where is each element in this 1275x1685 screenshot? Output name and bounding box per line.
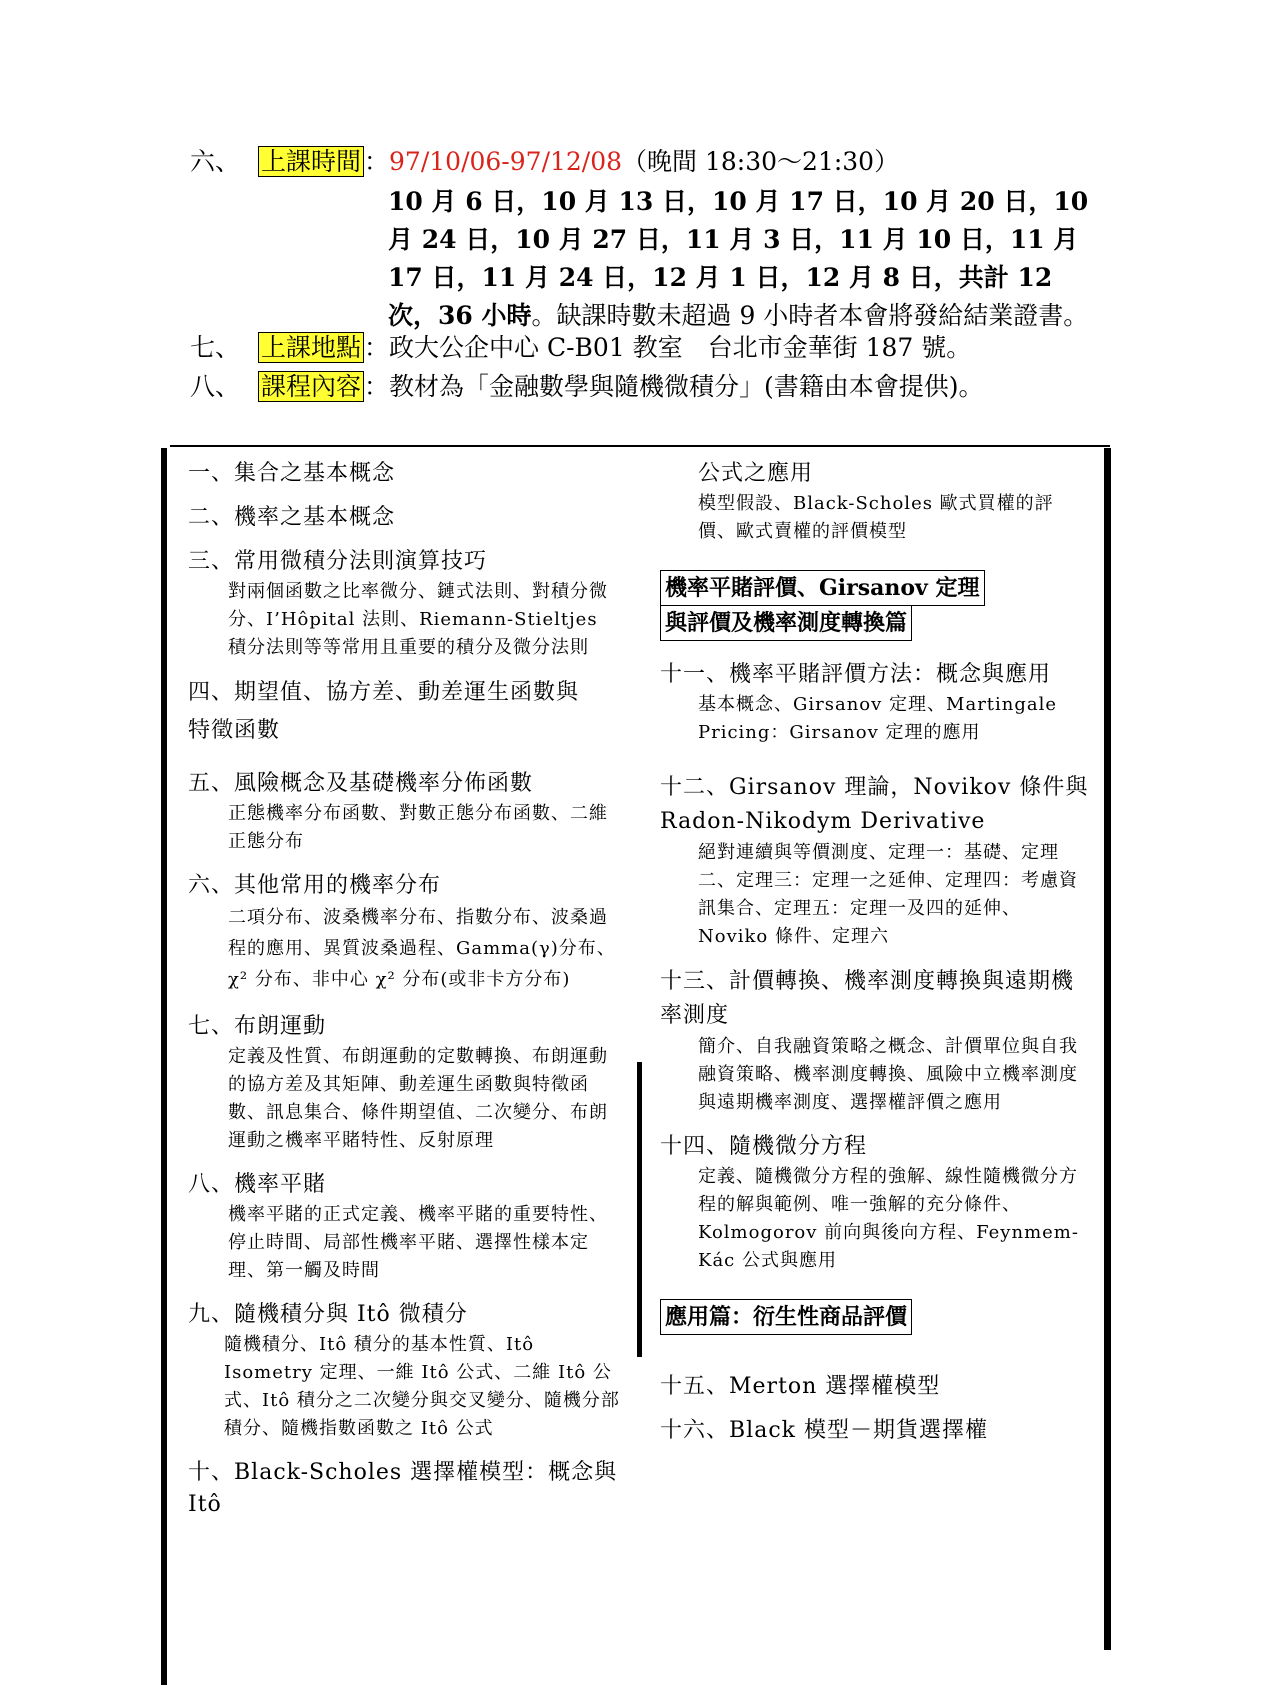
item-title: 一、集合之基本概念 xyxy=(188,461,396,486)
item-desc: 絕對連續與等價測度、定理一：基礎、定理二、定理三：定理一之延伸、定理四：考慮資訊集合、定理五：定理一及四的延伸、Noviko 條件、定理六 xyxy=(698,842,1078,947)
item-title: 六、其他常用的機率分布 xyxy=(188,873,442,898)
content-row xyxy=(190,368,984,406)
item-title-continued: 公式之應用 xyxy=(698,461,814,486)
item-title: 十三、計價轉換、機率測度轉換與遠期機率測度 xyxy=(660,969,1075,1028)
list-item xyxy=(188,1011,623,1155)
item-title: 二、機率之基本概念 xyxy=(188,505,396,530)
date-range: 97/10/06-97/12/08 xyxy=(389,147,623,176)
item-title: 十、Black-Scholes 選擇權模型：概念與 Itô xyxy=(188,1460,618,1517)
item-desc: 基本概念、Girsanov 定理、Martingale Pricing：Girsanov 定理的應用 xyxy=(698,694,1058,743)
section-title: 機率平賭評價、Girsanov 定理 xyxy=(660,570,985,606)
list-item xyxy=(660,659,1090,747)
dates-bold: 10 月 6 日，10 月 13 日，10 月 17 日，10 月 20 日，10 月 24 日，10 月 27 日，11 月 3 日，11 月 10 日，11 月 17 日，11 月 24 日，12 月 1 日，12 月 8 日，共計 12 次，36 小時 xyxy=(388,187,1089,330)
divider xyxy=(170,445,1110,447)
list-item xyxy=(188,1299,623,1443)
list-item xyxy=(188,1169,623,1285)
item-desc: 簡介、自我融資策略之概念、計價單位與自我融資策略、機率測度轉換、風險中立機率測度與遠期機率測度、選擇權評價之應用 xyxy=(698,1036,1078,1113)
item-title: 十六、Black 模型－期貨選擇權 xyxy=(660,1418,988,1443)
item-title: 四、期望值、協方差、動差運生函數與特徵函數 xyxy=(188,680,580,743)
section-title: 應用篇：衍生性商品評價 xyxy=(660,1299,912,1335)
evening-hours: （晚間 18:30～21:30） xyxy=(622,147,900,176)
left-border xyxy=(161,448,167,1685)
place-label: 上課地點 xyxy=(258,332,364,363)
item-title: 九、隨機積分與 Itô 微積分 xyxy=(188,1302,468,1327)
date-list xyxy=(388,183,1098,335)
content-label: 課程內容 xyxy=(258,371,364,402)
item-desc: 定義及性質、布朗運動的定數轉換、布朗運動的協方差及其矩陣、動差運生函數與特徵函數、訊息集合、條件期望值、二次變分、布朗運動之機率平賭特性、反射原理 xyxy=(228,1046,608,1151)
item-desc: 對兩個函數之比率微分、鏈式法則、對積分微分、I’Hôpital 法則、Riemann-Stieltjes 積分法則等等常用且重要的積分及微分法則 xyxy=(228,581,608,658)
left-column xyxy=(188,458,623,1521)
place-text: ：政大公企中心 C-B01 教室 台北市金華街 187 號。 xyxy=(364,333,972,362)
item-number: 八、 xyxy=(190,372,241,401)
item-title: 十二、Girsanov 理論，Novikov 條件與 Radon-Nikodym Derivative xyxy=(660,775,1089,834)
list-item xyxy=(188,458,623,490)
section-title: 與評價及機率測度轉換篇 xyxy=(660,605,912,641)
item-desc: 定義、隨機微分方程的強解、線性隨機微分方程的解與範例、唯一強解的充分條件、Kolmogorov 前向與後向方程、Feynmem-Kác 公式與應用 xyxy=(698,1166,1079,1271)
list-item xyxy=(660,965,1090,1117)
place-row xyxy=(190,329,971,367)
middle-bar xyxy=(637,1062,642,1357)
item-title: 十五、Merton 選擇權模型 xyxy=(660,1374,941,1399)
time-label: 上課時間 xyxy=(258,146,364,177)
right-border xyxy=(1104,448,1111,1650)
dates-note: 。缺課時數未超過 9 小時者本會將發給結業證書。 xyxy=(531,301,1089,330)
list-item xyxy=(188,1457,623,1521)
item-title: 十四、隨機微分方程 xyxy=(660,1134,868,1159)
item-title: 十一、機率平賭評價方法：概念與應用 xyxy=(660,662,1052,687)
list-item xyxy=(660,1415,1090,1447)
item-desc: 正態機率分布函數、對數正態分布函數、二維正態分布 xyxy=(228,803,608,852)
list-item xyxy=(188,502,623,534)
content-text: ：教材為「金融數學與隨機微積分」(書籍由本會提供)。 xyxy=(364,372,984,401)
list-item xyxy=(188,768,623,856)
section-heading-2 xyxy=(660,1299,1090,1335)
item-desc: 隨機積分、Itô 積分的基本性質、Itô Isometry 定理、一維 Itô 公式、二維 Itô 公式、Itô 積分之二次變分與交叉變分、隨機分部積分、隨機指數函數之 Itô 公式 xyxy=(224,1334,620,1439)
item-title: 三、常用微積分法則演算技巧 xyxy=(188,549,488,574)
item-desc: 機率平賭的正式定義、機率平賭的重要特性、停止時間、局部性機率平賭、選擇性樣本定理、第一觸及時間 xyxy=(228,1204,608,1281)
list-item xyxy=(188,870,623,995)
right-column xyxy=(660,458,1090,1447)
item-desc: 二項分布、波桑機率分布、指數分布、波桑過程的應用、異質波桑過程、Gamma(γ)分布、χ² 分布、非中心 χ² 分布(或非卡方分布) xyxy=(228,907,616,990)
item-number: 七、 xyxy=(190,333,241,362)
list-item xyxy=(660,1131,1090,1275)
list-item xyxy=(660,1371,1090,1403)
item-number: 六、 xyxy=(190,147,241,176)
list-item xyxy=(188,546,623,662)
section-heading-1 xyxy=(660,570,1090,641)
item-title: 八、機率平賭 xyxy=(188,1172,327,1197)
item-title: 七、布朗運動 xyxy=(188,1014,327,1039)
list-item xyxy=(660,771,1090,951)
list-item xyxy=(188,674,623,750)
colon: ： xyxy=(364,147,390,176)
time-row xyxy=(190,143,899,181)
item-title: 五、風險概念及基礎機率分佈函數 xyxy=(188,771,534,796)
item-desc: 模型假設、Black-Scholes 歐式買權的評價、歐式賣權的評價模型 xyxy=(698,493,1054,542)
